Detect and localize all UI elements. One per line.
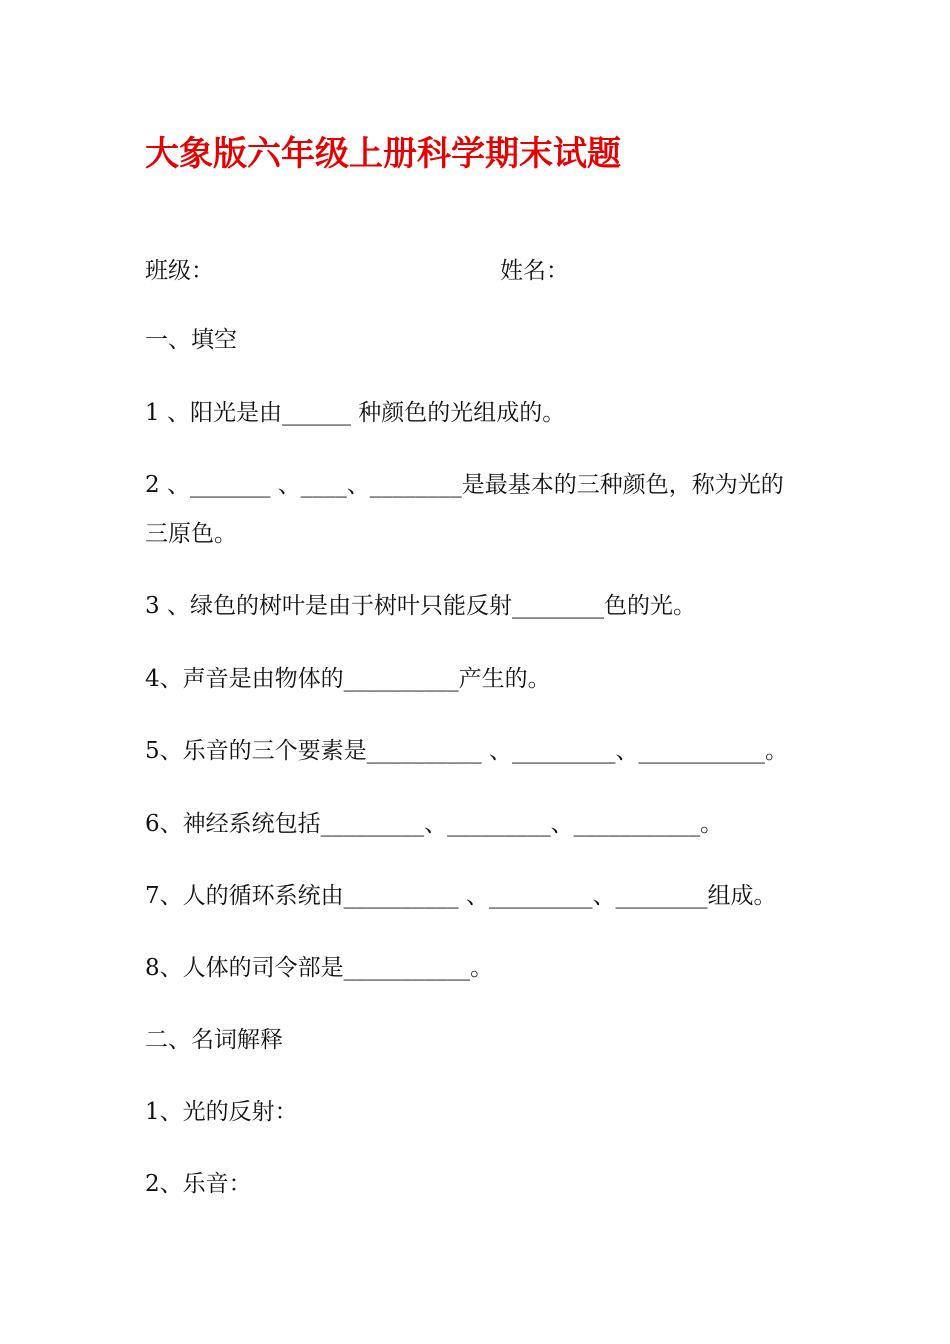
question-1-1: 1 、阳光是由______ 种颜色的光组成的。 bbox=[145, 400, 566, 426]
question-1-7: 7、人的循环系统由__________ 、_________、________组成。 bbox=[145, 883, 777, 909]
question-1-4: 4、声音是由物体的__________产生的。 bbox=[145, 666, 551, 692]
question-1-5: 5、乐音的三个要素是__________ 、_________、___________。 bbox=[145, 738, 788, 764]
question-1-8: 8、人体的司令部是___________。 bbox=[145, 955, 494, 981]
section-heading-fill-in: 一、填空 bbox=[145, 327, 237, 353]
question-1-2-line2: 三原色。 bbox=[145, 521, 237, 547]
section-heading-definitions: 二、名词解释 bbox=[145, 1027, 283, 1053]
question-1-6: 6、神经系统包括_________、_________、___________。 bbox=[145, 811, 724, 837]
question-1-2-line1: 2 、_______ 、____、________是最基本的三种颜色，称为光的 bbox=[145, 472, 784, 498]
name-label: 姓名： bbox=[500, 258, 569, 284]
document-title: 大象版六年级上册科学期末试题 bbox=[145, 134, 621, 174]
question-2-1: 1、光的反射： bbox=[145, 1099, 298, 1125]
question-2-2: 2、乐音： bbox=[145, 1171, 252, 1197]
question-1-3: 3 、绿色的树叶是由于树叶只能反射________色的光。 bbox=[145, 593, 696, 619]
class-label: 班级： bbox=[145, 258, 214, 284]
